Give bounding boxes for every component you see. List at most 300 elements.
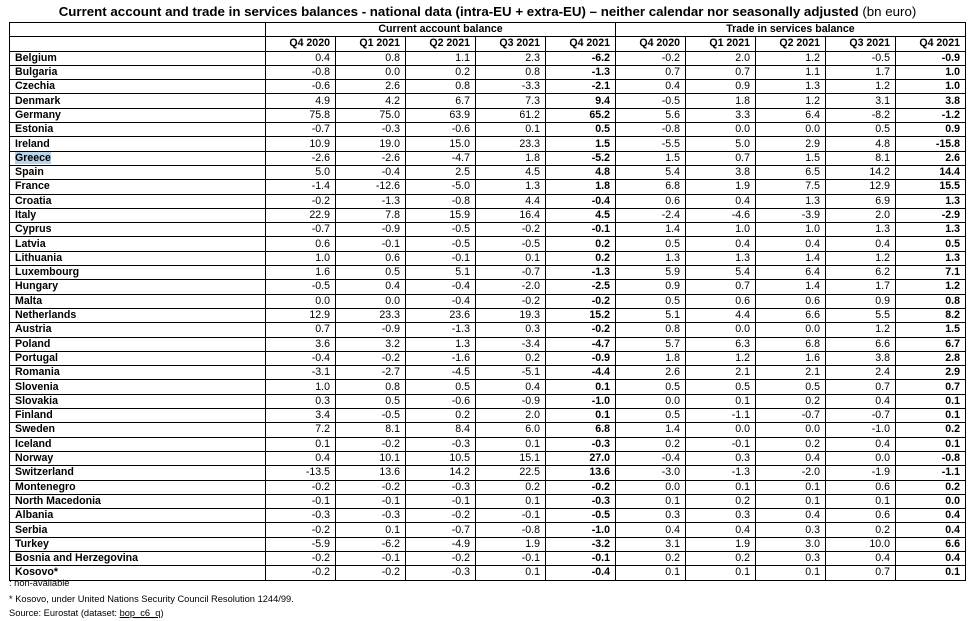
country-name: Spain [15, 166, 44, 179]
dataset-link[interactable]: bop_c6_q [119, 608, 161, 618]
country-cell [10, 280, 266, 294]
current-account-cell: -0.7 [476, 266, 546, 280]
current-account-cell: 0.4 [266, 51, 336, 65]
current-account-cell: 0.0 [336, 294, 406, 308]
current-account-cell: 0.8 [406, 80, 476, 94]
current-account-cell: 65.2 [546, 108, 616, 122]
current-account-cell: 27.0 [546, 451, 616, 465]
trade-services-cell: 2.1 [686, 366, 756, 380]
current-account-cell: -0.6 [406, 123, 476, 137]
current-account-cell: 0.1 [476, 437, 546, 451]
trade-services-cell: 1.2 [826, 80, 896, 94]
group-header-trade-services: Trade in services balance [616, 23, 966, 37]
current-account-cell: 0.1 [476, 566, 546, 580]
trade-services-cell: -0.2 [616, 51, 686, 65]
current-account-cell: 1.3 [476, 180, 546, 194]
current-account-cell: -1.3 [406, 323, 476, 337]
country-cell [10, 466, 266, 480]
country-cell [10, 480, 266, 494]
table-row [10, 151, 966, 165]
current-account-cell: -0.1 [546, 551, 616, 565]
current-account-cell: -0.2 [476, 294, 546, 308]
trade-services-cell: 6.6 [896, 537, 966, 551]
country-cell [10, 151, 266, 165]
current-account-cell: -0.7 [266, 123, 336, 137]
country-cell [10, 394, 266, 408]
table-header [10, 23, 966, 52]
trade-services-cell: 0.0 [616, 394, 686, 408]
current-account-cell: 0.1 [266, 437, 336, 451]
current-account-cell: 1.8 [476, 151, 546, 165]
trade-services-cell: 1.5 [896, 323, 966, 337]
country-cell [10, 551, 266, 565]
current-account-cell: -0.9 [476, 394, 546, 408]
country-name: Albania [15, 509, 54, 522]
trade-services-cell: 2.0 [686, 51, 756, 65]
trade-services-cell: 0.4 [896, 523, 966, 537]
trade-services-cell: -1.0 [826, 423, 896, 437]
current-account-cell: -0.5 [406, 223, 476, 237]
source-line [9, 607, 164, 619]
trade-services-cell: 2.9 [896, 366, 966, 380]
trade-services-cell: 0.7 [826, 380, 896, 394]
current-account-cell: 0.2 [476, 480, 546, 494]
trade-services-cell: 5.0 [686, 137, 756, 151]
trade-services-cell: -0.1 [686, 437, 756, 451]
trade-services-cell: 1.2 [896, 280, 966, 294]
current-account-cell: 5.0 [266, 165, 336, 179]
country-name: Sweden [15, 423, 56, 436]
country-name: Italy [15, 209, 37, 221]
balances-table [9, 22, 966, 581]
trade-services-cell: 1.0 [896, 65, 966, 79]
current-account-cell: 0.8 [336, 51, 406, 65]
current-account-cell: 1.5 [546, 137, 616, 151]
current-account-cell: 3.2 [336, 337, 406, 351]
trade-services-cell: 5.7 [616, 337, 686, 351]
trade-services-cell: 0.2 [686, 551, 756, 565]
trade-services-cell: 0.0 [756, 323, 826, 337]
trade-services-cell: -0.9 [896, 51, 966, 65]
country-cell [10, 223, 266, 237]
trade-services-cell: 3.0 [756, 537, 826, 551]
country-cell [10, 194, 266, 208]
country-name: Cyprus [15, 223, 52, 236]
group-header-row [10, 23, 966, 37]
trade-services-cell: 0.4 [756, 451, 826, 465]
country-name: Slovakia [15, 394, 58, 407]
country-name: Finland [15, 409, 53, 422]
current-account-cell: 0.5 [546, 123, 616, 137]
trade-services-cell: 1.9 [686, 537, 756, 551]
current-account-cell: 4.9 [266, 94, 336, 108]
current-account-cell: 15.1 [476, 451, 546, 465]
table-row [10, 537, 966, 551]
current-account-cell: -2.7 [336, 366, 406, 380]
trade-services-cell: 0.8 [896, 294, 966, 308]
current-account-cell: 0.7 [266, 323, 336, 337]
trade-services-cell: 1.3 [896, 223, 966, 237]
current-account-cell: -0.4 [406, 280, 476, 294]
current-account-cell: -1.6 [406, 351, 476, 365]
trade-services-cell: 6.2 [826, 266, 896, 280]
trade-services-cell: 0.1 [616, 494, 686, 508]
trade-services-cell: 0.1 [686, 394, 756, 408]
country-name: Norway [15, 452, 54, 465]
trade-services-cell: -4.6 [686, 208, 756, 222]
country-cell [10, 65, 266, 79]
trade-services-cell: 14.2 [826, 165, 896, 179]
current-account-cell: 0.0 [336, 65, 406, 79]
country-cell [10, 165, 266, 179]
current-account-cell: -5.1 [476, 366, 546, 380]
country-name: North Macedonia [15, 494, 101, 507]
trade-services-cell: 1.3 [756, 80, 826, 94]
trade-services-cell: 0.1 [756, 566, 826, 580]
current-account-cell: -0.1 [336, 494, 406, 508]
current-account-cell: -0.1 [336, 551, 406, 565]
current-account-cell: 0.4 [476, 380, 546, 394]
country-cell [10, 266, 266, 280]
country-name: Malta [15, 294, 43, 307]
trade-services-cell: 0.0 [686, 123, 756, 137]
current-account-cell: 0.6 [266, 237, 336, 251]
trade-services-cell: 0.7 [686, 151, 756, 165]
current-account-cell: -0.3 [406, 480, 476, 494]
current-account-cell: -6.2 [546, 51, 616, 65]
country-name: Croatia [15, 194, 52, 207]
trade-services-cell: 0.7 [616, 65, 686, 79]
group-header-current-account: Current account balance [266, 23, 616, 37]
current-account-cell: 10.5 [406, 451, 476, 465]
trade-services-cell: 0.5 [616, 294, 686, 308]
country-name: Montenegro [15, 480, 76, 493]
current-account-cell: 1.1 [406, 51, 476, 65]
current-account-cell: -0.2 [266, 566, 336, 580]
current-account-cell: -0.5 [266, 280, 336, 294]
trade-services-cell: 1.3 [616, 251, 686, 265]
trade-services-cell: 0.7 [686, 280, 756, 294]
table-row [10, 65, 966, 79]
current-account-cell: 23.3 [336, 308, 406, 322]
trade-services-cell: 0.5 [826, 123, 896, 137]
country-name: Kosovo* [15, 566, 58, 579]
trade-services-cell: 1.5 [756, 151, 826, 165]
table-row [10, 194, 966, 208]
current-account-cell: -0.2 [336, 480, 406, 494]
current-account-cell: -0.3 [336, 509, 406, 523]
trade-services-cell: 0.5 [616, 237, 686, 251]
current-account-cell: -4.4 [546, 366, 616, 380]
trade-services-cell: 0.4 [686, 194, 756, 208]
trade-services-cell: 0.9 [616, 280, 686, 294]
country-cell [10, 208, 266, 222]
trade-services-cell: 0.1 [756, 494, 826, 508]
trade-services-cell: 0.4 [896, 509, 966, 523]
current-account-cell: 61.2 [476, 108, 546, 122]
current-account-cell: 9.4 [546, 94, 616, 108]
period-header: Q4 2020 [616, 37, 686, 51]
current-account-cell: -0.2 [266, 551, 336, 565]
current-account-cell: -0.4 [266, 351, 336, 365]
current-account-cell: -0.6 [406, 394, 476, 408]
trade-services-cell: 0.3 [616, 509, 686, 523]
current-account-cell: -0.3 [546, 437, 616, 451]
trade-services-cell: 1.4 [616, 423, 686, 437]
current-account-cell: 13.6 [336, 466, 406, 480]
current-account-cell: -5.0 [406, 180, 476, 194]
trade-services-cell: -0.7 [826, 409, 896, 423]
country-name: France [15, 180, 50, 193]
country-cell [10, 51, 266, 65]
trade-services-cell: 0.1 [616, 566, 686, 580]
table-row [10, 137, 966, 151]
current-account-cell: 0.2 [406, 409, 476, 423]
trade-services-cell: 1.0 [686, 223, 756, 237]
current-account-cell: -12.6 [336, 180, 406, 194]
current-account-cell: 13.6 [546, 466, 616, 480]
trade-services-cell: 0.4 [756, 509, 826, 523]
trade-services-cell: 0.6 [826, 509, 896, 523]
table-row [10, 566, 966, 580]
current-account-cell: -0.2 [476, 223, 546, 237]
country-name: Serbia [15, 523, 48, 536]
table-row [10, 409, 966, 423]
table-row [10, 494, 966, 508]
trade-services-cell: 15.5 [896, 180, 966, 194]
current-account-cell: 0.1 [336, 523, 406, 537]
trade-services-cell: -0.8 [616, 123, 686, 137]
trade-services-cell: -1.2 [896, 108, 966, 122]
table-row [10, 337, 966, 351]
trade-services-cell: 2.6 [896, 151, 966, 165]
table-row [10, 466, 966, 480]
current-account-cell: 10.9 [266, 137, 336, 151]
footnote-kosovo: * Kosovo, under United Nations Security Council Resolution 1244/99. [9, 594, 294, 604]
title-text: Current account and trade in services balances - national data (intra-EU + extra-EU) – neither calendar nor seasonally adjusted [58, 4, 859, 19]
trade-services-cell: 2.6 [616, 366, 686, 380]
country-name: Portugal [15, 351, 58, 364]
table-row [10, 51, 966, 65]
period-header-row [10, 37, 966, 51]
trade-services-cell: 1.6 [756, 351, 826, 365]
trade-services-cell: 5.9 [616, 266, 686, 280]
trade-services-cell: 0.4 [826, 437, 896, 451]
trade-services-cell: 1.3 [826, 223, 896, 237]
trade-services-cell: 5.1 [616, 308, 686, 322]
country-name: Germany [15, 108, 61, 121]
country-cell [10, 137, 266, 151]
table-row [10, 108, 966, 122]
current-account-cell: 1.8 [546, 180, 616, 194]
current-account-cell: -4.7 [546, 337, 616, 351]
table-row [10, 223, 966, 237]
trade-services-cell: -1.3 [686, 466, 756, 480]
current-account-cell: -2.5 [546, 280, 616, 294]
trade-services-cell: 0.1 [686, 566, 756, 580]
trade-services-cell: 1.9 [686, 180, 756, 194]
trade-services-cell: -1.1 [896, 466, 966, 480]
trade-services-cell: 1.4 [756, 280, 826, 294]
trade-services-cell: 1.3 [756, 194, 826, 208]
trade-services-cell: 2.4 [826, 366, 896, 380]
current-account-cell: 19.3 [476, 308, 546, 322]
trade-services-cell: 0.1 [896, 394, 966, 408]
table-row [10, 437, 966, 451]
current-account-cell: -1.0 [546, 523, 616, 537]
table-row [10, 308, 966, 322]
current-account-cell: -1.3 [336, 194, 406, 208]
current-account-cell: -5.2 [546, 151, 616, 165]
current-account-cell: -5.9 [266, 537, 336, 551]
trade-services-cell: 0.6 [616, 194, 686, 208]
current-account-cell: 0.3 [266, 394, 336, 408]
trade-services-cell: 0.0 [686, 423, 756, 437]
country-name: Switzerland [15, 466, 74, 479]
trade-services-cell: 2.0 [826, 208, 896, 222]
trade-services-cell: 6.3 [686, 337, 756, 351]
country-name: Iceland [15, 437, 52, 450]
trade-services-cell: 0.2 [756, 394, 826, 408]
current-account-cell: -0.4 [336, 165, 406, 179]
current-account-cell: 0.2 [406, 65, 476, 79]
trade-services-cell: 0.0 [826, 451, 896, 465]
table-row [10, 180, 966, 194]
current-account-cell: 0.1 [546, 380, 616, 394]
current-account-cell: -0.3 [546, 494, 616, 508]
table-body [10, 51, 966, 580]
current-account-cell: -6.2 [336, 537, 406, 551]
country-cell [10, 237, 266, 251]
country-name: Poland [15, 337, 51, 350]
current-account-cell: -0.3 [336, 123, 406, 137]
current-account-cell: -1.4 [266, 180, 336, 194]
table-row [10, 351, 966, 365]
trade-services-cell: 3.1 [616, 537, 686, 551]
trade-services-cell: 3.8 [826, 351, 896, 365]
current-account-cell: -0.1 [406, 494, 476, 508]
trade-services-cell: -1.1 [686, 409, 756, 423]
current-account-cell: -0.2 [336, 351, 406, 365]
country-name: Bosnia and Herzegovina [15, 552, 139, 565]
trade-services-cell: 0.2 [896, 423, 966, 437]
country-cell [10, 94, 266, 108]
period-header: Q4 2020 [266, 37, 336, 51]
country-cell [10, 337, 266, 351]
trade-services-cell: 1.8 [616, 351, 686, 365]
current-account-cell: 1.0 [266, 380, 336, 394]
country-cell [10, 251, 266, 265]
trade-services-cell: 0.2 [616, 437, 686, 451]
current-account-cell: -0.2 [546, 323, 616, 337]
table-row [10, 509, 966, 523]
trade-services-cell: 0.7 [896, 380, 966, 394]
period-header: Q2 2021 [756, 37, 826, 51]
trade-services-cell: 5.4 [616, 165, 686, 179]
current-account-cell: -0.9 [336, 323, 406, 337]
trade-services-cell: 0.0 [616, 480, 686, 494]
current-account-cell: -0.7 [406, 523, 476, 537]
trade-services-cell: 0.2 [826, 523, 896, 537]
current-account-cell: 8.1 [336, 423, 406, 437]
current-account-cell: -3.2 [546, 537, 616, 551]
trade-services-cell: 0.0 [756, 423, 826, 437]
trade-services-cell: 10.0 [826, 537, 896, 551]
current-account-cell: 0.4 [336, 280, 406, 294]
table-row [10, 123, 966, 137]
country-cell [10, 308, 266, 322]
current-account-cell: -4.5 [406, 366, 476, 380]
source-prefix: Source: Eurostat (dataset: [9, 608, 120, 618]
trade-services-cell: 1.8 [686, 94, 756, 108]
table-row [10, 237, 966, 251]
trade-services-cell: -1.9 [826, 466, 896, 480]
current-account-cell: -0.3 [406, 566, 476, 580]
trade-services-cell: 0.1 [826, 494, 896, 508]
trade-services-cell: 0.2 [756, 437, 826, 451]
trade-services-cell: 1.0 [896, 80, 966, 94]
trade-services-cell: 0.6 [826, 480, 896, 494]
table-row [10, 451, 966, 465]
trade-services-cell: 0.6 [756, 294, 826, 308]
trade-services-cell: 4.8 [826, 137, 896, 151]
trade-services-cell: -0.7 [756, 409, 826, 423]
trade-services-cell: 1.2 [826, 251, 896, 265]
table-row [10, 208, 966, 222]
current-account-cell: 23.6 [406, 308, 476, 322]
current-account-cell: 0.0 [266, 294, 336, 308]
current-account-cell: 6.8 [546, 423, 616, 437]
period-header: Q4 2021 [896, 37, 966, 51]
current-account-cell: -0.5 [406, 237, 476, 251]
current-account-cell: 6.7 [406, 94, 476, 108]
current-account-cell: -2.6 [266, 151, 336, 165]
current-account-cell: -0.2 [266, 523, 336, 537]
trade-services-cell: 0.5 [756, 380, 826, 394]
trade-services-cell: 0.7 [686, 65, 756, 79]
current-account-cell: 2.0 [476, 409, 546, 423]
current-account-cell: 0.8 [476, 65, 546, 79]
current-account-cell: 3.6 [266, 337, 336, 351]
table-row [10, 80, 966, 94]
trade-services-cell: -0.5 [826, 51, 896, 65]
current-account-cell: 0.1 [546, 409, 616, 423]
country-cell [10, 423, 266, 437]
table-row [10, 480, 966, 494]
trade-services-cell: 0.9 [826, 294, 896, 308]
current-account-cell: -0.6 [266, 80, 336, 94]
trade-services-cell: 1.2 [686, 351, 756, 365]
table-row [10, 380, 966, 394]
source-suffix: ) [160, 608, 164, 618]
table-row [10, 423, 966, 437]
current-account-cell: 8.4 [406, 423, 476, 437]
corner-cell [10, 23, 266, 37]
table-title [10, 4, 965, 19]
trade-services-cell: 0.4 [616, 523, 686, 537]
current-account-cell: -0.1 [476, 509, 546, 523]
trade-services-cell: 6.8 [756, 337, 826, 351]
trade-services-cell: 0.5 [686, 380, 756, 394]
trade-services-cell: -3.9 [756, 208, 826, 222]
trade-services-cell: 2.9 [756, 137, 826, 151]
current-account-cell: -0.8 [476, 523, 546, 537]
current-account-cell: -0.2 [546, 480, 616, 494]
country-name: Austria [15, 323, 52, 336]
trade-services-cell: 0.9 [896, 123, 966, 137]
current-account-cell: 15.2 [546, 308, 616, 322]
country-cell [10, 494, 266, 508]
